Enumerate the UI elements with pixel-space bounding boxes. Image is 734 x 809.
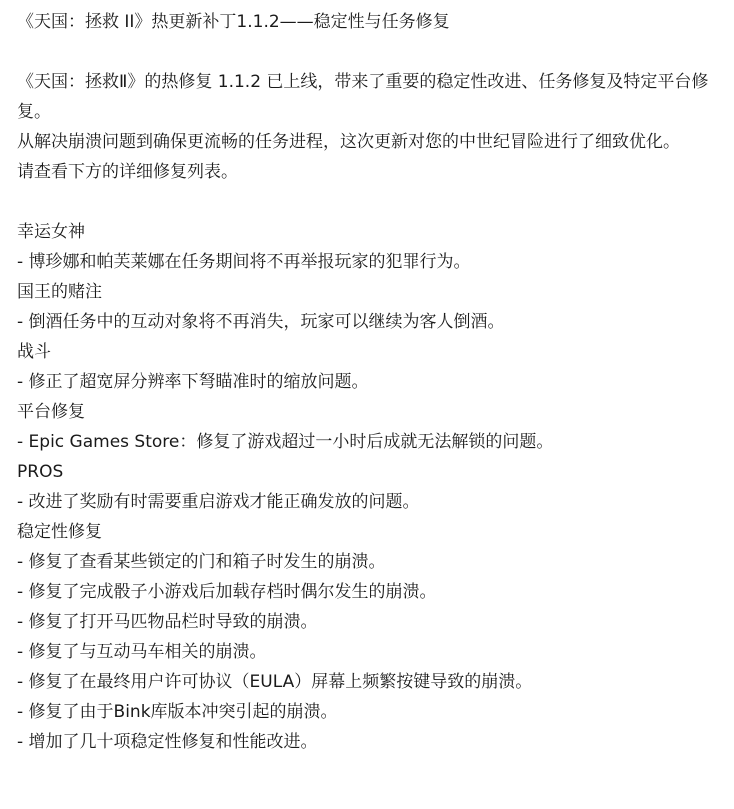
intro-paragraph-1: 《天国：拯救Ⅱ》的热修复 1.1.2 已上线，带来了重要的稳定性改进、任务修复及特定平台修复。 — [17, 72, 709, 122]
section-heading: 稳定性修复 — [17, 522, 102, 542]
section-pros — [17, 457, 722, 517]
fix-item: - 修复了打开马匹物品栏时导致的崩溃。 — [17, 612, 318, 632]
spacer — [17, 37, 722, 67]
section-stability — [17, 517, 722, 757]
section-heading: 平台修复 — [17, 402, 85, 422]
spacer — [17, 187, 722, 217]
fix-item: - 修复了由于Bink库版本冲突引起的崩溃。 — [17, 702, 338, 722]
section-heading: 幸运女神 — [17, 222, 85, 242]
fix-item: - 博珍娜和帕芙莱娜在任务期间将不再举报玩家的犯罪行为。 — [17, 252, 471, 272]
fix-item: - 倒酒任务中的互动对象将不再消失，玩家可以继续为客人倒酒。 — [17, 312, 505, 332]
section-heading: 国王的赌注 — [17, 282, 102, 302]
fix-item: - 修复了查看某些锁定的门和箱子时发生的崩溃。 — [17, 552, 386, 572]
section-platform — [17, 397, 722, 457]
intro-paragraph-2: 从解决崩溃问题到确保更流畅的任务进程，这次更新对您的中世纪冒险进行了细致优化。 — [17, 132, 680, 152]
section-heading: PROS — [17, 462, 64, 482]
intro-paragraph-3: 请查看下方的详细修复列表。 — [17, 162, 238, 182]
fix-item: - 增加了几十项稳定性修复和性能改进。 — [17, 732, 318, 752]
section-fortune — [17, 217, 722, 277]
fix-item: - 修复了完成骰子小游戏后加载存档时偶尔发生的崩溃。 — [17, 582, 437, 602]
fix-item: - Epic Games Store：修复了游戏超过一小时后成就无法解锁的问题。 — [17, 432, 554, 452]
article-title: 《天国：拯救 II》热更新补丁1.1.2——稳定性与任务修复 — [17, 12, 450, 32]
section-combat — [17, 337, 722, 397]
fix-item: - 修正了超宽屏分辨率下弩瞄准时的缩放问题。 — [17, 372, 369, 392]
fix-item: - 修复了在最终用户许可协议（EULA）屏幕上频繁按键导致的崩溃。 — [17, 672, 533, 692]
fix-item: - 改进了奖励有时需要重启游戏才能正确发放的问题。 — [17, 492, 420, 512]
fix-item: - 修复了与互动马车相关的崩溃。 — [17, 642, 267, 662]
section-heading: 战斗 — [17, 342, 51, 362]
section-kings-wager — [17, 277, 722, 337]
